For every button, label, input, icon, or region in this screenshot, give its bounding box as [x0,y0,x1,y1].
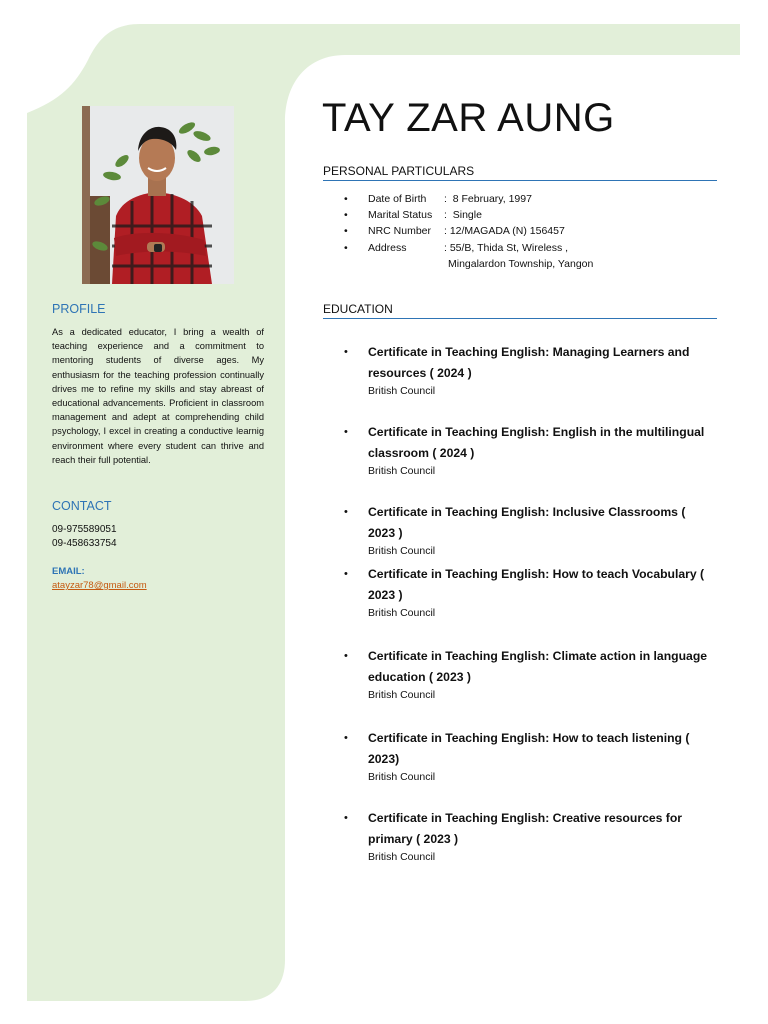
list-item: • NRC Number : 12/MAGADA (N) 156457 [344,223,593,239]
certificate-title: Certificate in Teaching English: Managing Learners and resources ( 2024 ) [368,345,690,380]
list-item: • Marital Status : Single [344,207,593,223]
certificate-title: Certificate in Teaching English: English in the multilingual classroom ( 2024 ) [368,425,705,460]
bullet-icon: • [344,812,348,824]
education-item [344,564,714,621]
candidate-name: TAY ZAR AUNG [322,96,615,140]
certificate-title: Certificate in Teaching English: Inclusive Classrooms ( 2023 ) [368,505,686,540]
bullet-icon: • [344,346,348,358]
issuer: British Council [368,771,436,783]
email-link[interactable]: atayzar78@gmail.com [52,580,147,591]
education-item [344,646,714,703]
phone-number: 09-458633754 [52,538,117,549]
bullet-icon: • [344,225,348,238]
bullet-icon: • [344,732,348,744]
issuer: British Council [368,465,436,477]
profile-text: As a dedicated educator, I bring a wealth of teaching experience and a commitment to mentoring students of diverse ages. My enthusiasm for the teaching profession continually drives me to refine my skills and stay abreast of educational advancements. Proficient in classroom management and adept at comprehending child psychology, I excel in creating a conductive learnig environment where every student can thrive and reach their full potential. [52,327,264,465]
bullet-icon: • [344,209,348,222]
portrait-illustration [82,106,234,284]
education-item [344,502,714,559]
certificate-title: Certificate in Teaching English: Creative resources for primary ( 2023 ) [368,811,683,846]
contact-heading: CONTACT [52,499,112,513]
address-continuation: Mingalardon Township, Yangon [448,257,594,270]
profile-photo [82,106,234,284]
certificate-title: Certificate in Teaching English: How to teach Vocabulary ( 2023 ) [368,567,705,602]
phone-number: 09-975589051 [52,524,117,535]
profile-heading: PROFILE [52,302,106,316]
education-item [344,422,714,479]
bullet-icon: • [344,506,348,518]
certificate-title: Certificate in Teaching English: Climate action in language education ( 2023 ) [368,649,708,684]
certificate-title: Certificate in Teaching English: How to teach listening ( 2023) [368,731,690,766]
bullet-icon: • [344,193,348,205]
issuer: British Council [368,545,436,557]
list-item: • Date of Birth : 8 February, 1997 [344,191,593,207]
bullet-icon: • [344,426,348,438]
list-item: • Address : 55/B, Thida St, Wireless , [344,240,593,256]
bullet-icon: • [344,568,348,580]
issuer: British Council [368,607,436,619]
bullet-icon: • [344,650,348,662]
personal-particulars-heading: PERSONAL PARTICULARS [323,164,717,181]
bullet-icon: • [344,241,348,254]
personal-particulars-list [344,191,593,272]
issuer: British Council [368,851,436,863]
contact-phones [52,523,117,551]
education-item [344,342,714,399]
education-item [344,808,714,865]
email-label: EMAIL: [52,566,85,577]
issuer: British Council [368,385,436,397]
education-heading: EDUCATION [323,302,717,319]
education-item [344,728,714,785]
issuer: British Council [368,689,436,701]
